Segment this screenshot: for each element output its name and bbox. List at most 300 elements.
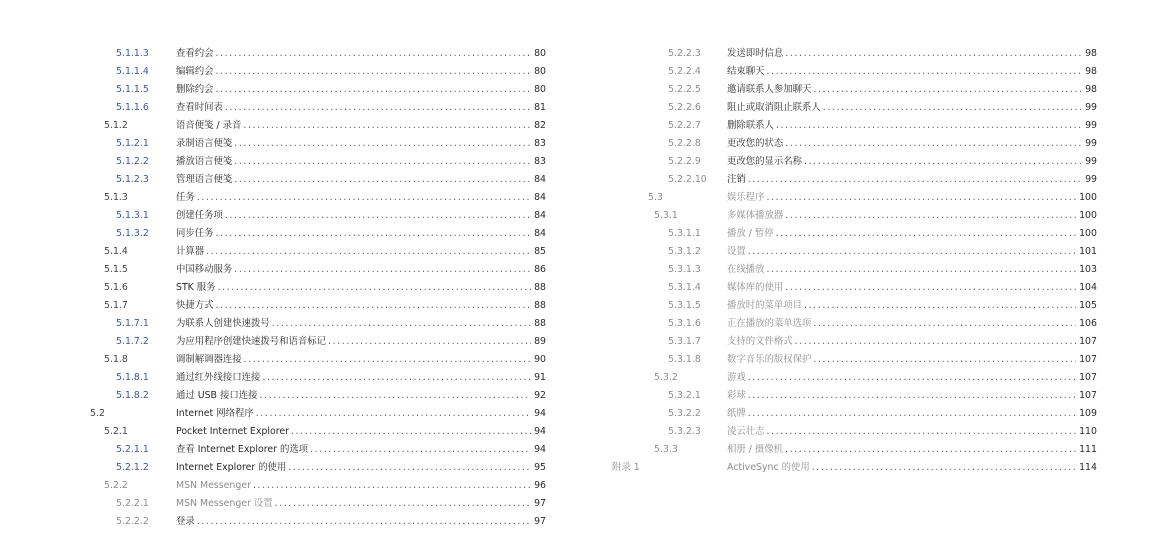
toc-leader-dots <box>767 261 1077 279</box>
toc-entry-title: 支持的文件格式 <box>727 333 795 351</box>
toc-entry-title: 调制解调器连接 <box>176 351 244 369</box>
toc-leader-dots <box>234 261 531 279</box>
toc-entry-title: MSN Messenger <box>176 477 253 495</box>
toc-entry-page: 84 <box>531 225 546 243</box>
toc-entry-line <box>176 99 546 117</box>
toc-entry-line <box>727 441 1097 459</box>
toc-entry-page: 95 <box>531 459 546 477</box>
toc-entry-line <box>176 513 546 531</box>
toc-leader-dots <box>291 423 531 441</box>
toc-entry <box>612 387 1097 405</box>
toc-entry-number: 5.2.1 <box>104 426 128 437</box>
toc-leader-dots <box>225 99 531 117</box>
toc-entry-title: 结束聊天 <box>727 63 767 81</box>
toc-entry <box>612 45 1097 63</box>
toc-entry-title: 为联系人创建快速拨号 <box>176 315 272 333</box>
toc-entry-line <box>727 315 1097 333</box>
toc-leader-dots <box>767 63 1083 81</box>
toc-entry-page: 83 <box>531 153 546 171</box>
toc-leader-dots <box>748 387 1076 405</box>
toc-entry-number: 5.1.1.5 <box>116 84 149 95</box>
toc-entry <box>84 279 546 297</box>
toc-entry-page: 83 <box>531 135 546 153</box>
toc-entry-title: 通过 USB 接口连接 <box>176 387 259 405</box>
toc-entry-line <box>727 63 1097 81</box>
toc-entry-line <box>176 315 546 333</box>
toc-entry-page: 96 <box>531 477 546 495</box>
toc-entry-page: 99 <box>1082 135 1097 153</box>
toc-leader-dots <box>748 243 1076 261</box>
toc-leader-dots <box>197 513 531 531</box>
toc-entry-line <box>176 81 546 99</box>
toc-entry-title: 查看时间表 <box>176 99 225 117</box>
toc-entry-number: 5.1.8 <box>104 354 128 365</box>
toc-entry-title: 设置 <box>727 243 748 261</box>
toc-entry-line <box>176 171 546 189</box>
toc-leader-dots <box>328 333 531 351</box>
toc-entry <box>612 153 1097 171</box>
toc-entry-line <box>176 189 546 207</box>
toc-entry-number: 5.2.2.1 <box>116 498 149 509</box>
toc-entry-number: 5.1.6 <box>104 282 128 293</box>
toc-entry-number: 5.2.2 <box>104 480 128 491</box>
toc-entry-page: 99 <box>1082 171 1097 189</box>
toc-entry-number: 5.2 <box>90 408 105 419</box>
toc-entry <box>84 45 546 63</box>
toc-entry-line <box>727 459 1097 477</box>
toc-entry-number: 5.1.3.2 <box>116 228 149 239</box>
toc-entry-number: 5.2.1.2 <box>116 462 149 473</box>
toc-entry-line <box>727 369 1097 387</box>
toc-entry-title: 任务 <box>176 189 197 207</box>
toc-leader-dots <box>812 459 1076 477</box>
toc-entry-title: 查看约会 <box>176 45 216 63</box>
toc-entry <box>612 225 1097 243</box>
toc-entry-number: 附录 1 <box>612 462 640 473</box>
toc-entry <box>84 441 546 459</box>
toc-entry-line <box>176 387 546 405</box>
toc-entry-number: 5.1.2 <box>104 120 128 131</box>
toc-entry-page: 80 <box>531 63 546 81</box>
toc-leader-dots <box>216 81 532 99</box>
toc-leader-dots <box>748 369 1076 387</box>
toc-entry-line <box>727 261 1097 279</box>
toc-leader-dots <box>244 351 531 369</box>
toc-entry-number: 5.3.2.3 <box>668 426 701 437</box>
toc-entry-number: 5.3.1 <box>654 210 678 221</box>
toc-entry-title: 娱乐程序 <box>727 189 767 207</box>
toc-entry-page: 80 <box>531 81 546 99</box>
toc-entry-line <box>727 405 1097 423</box>
toc-entry-number: 5.3.2.1 <box>668 390 701 401</box>
toc-entry <box>84 63 546 81</box>
toc-entry-line <box>176 153 546 171</box>
toc-leader-dots <box>262 369 531 387</box>
toc-entry <box>612 405 1097 423</box>
toc-entry <box>612 171 1097 189</box>
toc-entry-title: 彩球 <box>727 387 748 405</box>
toc-entry-number: 5.3.1.5 <box>668 300 701 311</box>
toc-entry-page: 90 <box>531 351 546 369</box>
toc-entry-title: 数字音乐的版权保护 <box>727 351 813 369</box>
toc-entry <box>84 99 546 117</box>
toc-entry <box>84 171 546 189</box>
toc-leader-dots <box>197 189 531 207</box>
toc-entry-title: 编辑约会 <box>176 63 216 81</box>
toc-entry-page: 107 <box>1076 369 1097 387</box>
toc-entry-page: 107 <box>1076 333 1097 351</box>
toc-entry-title: Internet Explorer 的使用 <box>176 459 288 477</box>
toc-entry-title: 录制语言便笺 <box>176 135 234 153</box>
toc-leader-dots <box>218 279 532 297</box>
toc-entry-line <box>176 423 546 441</box>
toc-entry <box>612 81 1097 99</box>
toc-entry-page: 101 <box>1076 243 1097 261</box>
toc-leader-dots <box>785 441 1076 459</box>
toc-entry-page: 94 <box>531 441 546 459</box>
toc-entry-title: ActiveSync 的使用 <box>727 459 812 477</box>
toc-leader-dots <box>785 279 1076 297</box>
toc-entry-title: 播放 / 暂停 <box>727 225 776 243</box>
toc-entry <box>612 279 1097 297</box>
toc-entry-page: 92 <box>531 387 546 405</box>
toc-entry <box>612 459 1097 477</box>
toc-entry-page: 84 <box>531 171 546 189</box>
toc-entry-line <box>727 423 1097 441</box>
toc-leader-dots <box>216 45 532 63</box>
toc-entry <box>84 369 546 387</box>
toc-entry <box>84 495 546 513</box>
toc-entry <box>84 297 546 315</box>
toc-entry-title: 更改您的状态 <box>727 135 785 153</box>
toc-entry-page: 85 <box>531 243 546 261</box>
toc-entry-line <box>176 117 546 135</box>
toc-entry-page: 94 <box>531 423 546 441</box>
toc-entry-title: 凌云壮志 <box>727 423 767 441</box>
toc-entry-line <box>727 153 1097 171</box>
toc-entry-number: 5.3.1.4 <box>668 282 701 293</box>
toc-entry <box>84 351 546 369</box>
toc-entry-page: 114 <box>1076 459 1097 477</box>
toc-entry-page: 99 <box>1082 99 1097 117</box>
toc-entry-number: 5.1.3 <box>104 192 128 203</box>
toc-entry <box>84 243 546 261</box>
toc-entry-line <box>176 207 546 225</box>
toc-entry-line <box>176 261 546 279</box>
toc-entry-number: 5.1.3.1 <box>116 210 149 221</box>
toc-entry <box>84 405 546 423</box>
toc-leader-dots <box>767 189 1077 207</box>
toc-leader-dots <box>275 495 531 513</box>
toc-entry-title: 注销 <box>727 171 748 189</box>
toc-entry-line <box>176 333 546 351</box>
toc-entry-number: 5.2.2.8 <box>668 138 701 149</box>
toc-entry-page: 84 <box>531 207 546 225</box>
toc-leader-dots <box>234 135 531 153</box>
toc-entry <box>84 135 546 153</box>
toc-entry-page: 88 <box>531 297 546 315</box>
toc-entry-page: 104 <box>1076 279 1097 297</box>
toc-entry-line <box>727 297 1097 315</box>
toc-leader-dots <box>823 99 1082 117</box>
toc-entry-line <box>176 243 546 261</box>
toc-entry-title: STK 服务 <box>176 279 218 297</box>
toc-entry-line <box>176 135 546 153</box>
toc-entry-page: 100 <box>1076 225 1097 243</box>
toc-entry-number: 5.3.3 <box>654 444 678 455</box>
toc-entry-title: 正在播放的菜单选项 <box>727 315 813 333</box>
toc-entry-title: 阻止或取消阻止联系人 <box>727 99 823 117</box>
toc-entry-number: 5.3.1.7 <box>668 336 701 347</box>
toc-entry-title: 多媒体播放器 <box>727 207 785 225</box>
toc-entry-number: 5.3.1.2 <box>668 246 701 257</box>
toc-entry <box>612 261 1097 279</box>
toc-entry <box>84 225 546 243</box>
toc-entry-number: 5.1.1.3 <box>116 48 149 59</box>
toc-leader-dots <box>776 225 1076 243</box>
toc-entry-page: 111 <box>1076 441 1097 459</box>
toc-entry-number: 5.2.2.5 <box>668 84 701 95</box>
toc-entry-title: 删除联系人 <box>727 117 776 135</box>
toc-entry-title: 创建任务项 <box>176 207 225 225</box>
toc-entry <box>612 207 1097 225</box>
toc-entry-number: 5.3.1.3 <box>668 264 701 275</box>
toc-entry-page: 98 <box>1082 81 1097 99</box>
toc-entry-title: 邀请联系人参加聊天 <box>727 81 813 99</box>
toc-entry <box>84 207 546 225</box>
toc-entry-title: Pocket Internet Explorer <box>176 423 291 441</box>
toc-entry-number: 5.2.2.9 <box>668 156 701 167</box>
toc-entry <box>612 189 1097 207</box>
toc-entry <box>612 351 1097 369</box>
toc-entry-page: 99 <box>1082 117 1097 135</box>
toc-entry <box>84 513 546 531</box>
toc-leader-dots <box>785 45 1082 63</box>
toc-leader-dots <box>310 441 531 459</box>
toc-leader-dots <box>748 171 1082 189</box>
toc-entry-page: 109 <box>1076 405 1097 423</box>
toc-entry-title: MSN Messenger 设置 <box>176 495 275 513</box>
toc-entry-line <box>727 81 1097 99</box>
toc-entry <box>84 459 546 477</box>
toc-entry-number: 5.3.1.6 <box>668 318 701 329</box>
toc-entry-title: 快捷方式 <box>176 297 216 315</box>
toc-entry <box>612 369 1097 387</box>
toc-entry <box>84 189 546 207</box>
toc-entry-line <box>176 495 546 513</box>
toc-entry-page: 99 <box>1082 153 1097 171</box>
toc-entry-title: 通过红外线接口连接 <box>176 369 262 387</box>
toc-leader-dots <box>288 459 531 477</box>
toc-leader-dots <box>813 351 1076 369</box>
toc-entry <box>612 135 1097 153</box>
toc-entry-number: 5.1.1.4 <box>116 66 149 77</box>
toc-entry-title: 删除约会 <box>176 81 216 99</box>
toc-entry-line <box>727 243 1097 261</box>
toc-entry-page: 89 <box>531 333 546 351</box>
toc-leader-dots <box>234 153 531 171</box>
toc-entry-title: 媒体库的使用 <box>727 279 785 297</box>
toc-entry-page: 80 <box>531 45 546 63</box>
toc-leader-dots <box>804 297 1076 315</box>
toc-entry-line <box>727 351 1097 369</box>
toc-entry <box>612 297 1097 315</box>
toc-entry <box>612 441 1097 459</box>
toc-entry-page: 97 <box>531 495 546 513</box>
toc-entry-line <box>727 171 1097 189</box>
toc-entry-page: 97 <box>531 513 546 531</box>
toc-entry-number: 5.1.8.1 <box>116 372 149 383</box>
toc-entry-page: 107 <box>1076 387 1097 405</box>
toc-entry-line <box>176 459 546 477</box>
toc-entry-line <box>727 189 1097 207</box>
toc-entry-title: 中国移动服务 <box>176 261 234 279</box>
toc-entry-title: 游戏 <box>727 369 748 387</box>
toc-entry-page: 100 <box>1076 189 1097 207</box>
toc-entry-line <box>176 477 546 495</box>
toc-entry-line <box>727 135 1097 153</box>
toc-entry-number: 5.1.7 <box>104 300 128 311</box>
toc-leader-dots <box>748 405 1076 423</box>
toc-entry-line <box>727 387 1097 405</box>
toc-entry-title: 同步任务 <box>176 225 216 243</box>
toc-entry-number: 5.2.1.1 <box>116 444 149 455</box>
toc-entry-page: 107 <box>1076 351 1097 369</box>
toc-leader-dots <box>804 153 1082 171</box>
toc-entry-number: 5.1.7.1 <box>116 318 149 329</box>
toc-leader-dots <box>785 207 1076 225</box>
toc-entry-title: 登录 <box>176 513 197 531</box>
toc-leader-dots <box>243 117 531 135</box>
toc-entry-title: 发送即时信息 <box>727 45 785 63</box>
toc-entry-page: 81 <box>531 99 546 117</box>
toc-entry-page: 106 <box>1076 315 1097 333</box>
toc-entry <box>612 63 1097 81</box>
toc-entry <box>612 243 1097 261</box>
toc-entry-number: 5.3.1.1 <box>668 228 701 239</box>
toc-entry-number: 5.3 <box>648 192 663 203</box>
toc-entry-number: 5.3.2 <box>654 372 678 383</box>
toc-entry-line <box>727 225 1097 243</box>
toc-leader-dots <box>767 423 1077 441</box>
toc-entry-number: 5.1.4 <box>104 246 128 257</box>
toc-entry-line <box>727 99 1097 117</box>
toc-entry-line <box>727 207 1097 225</box>
toc-leader-dots <box>813 81 1082 99</box>
toc-entry-line <box>176 225 546 243</box>
toc-entry-line <box>176 441 546 459</box>
toc-entry-line <box>176 297 546 315</box>
toc-entry-page: 88 <box>531 315 546 333</box>
toc-entry-title: Internet 网络程序 <box>176 405 256 423</box>
toc-leader-dots <box>216 297 532 315</box>
toc-entry <box>612 423 1097 441</box>
toc-leader-dots <box>272 315 531 333</box>
toc-entry-number: 5.2.2.7 <box>668 120 701 131</box>
toc-entry-line <box>176 369 546 387</box>
toc-entry-number: 5.3.1.8 <box>668 354 701 365</box>
toc-entry <box>84 261 546 279</box>
toc-entry-number: 5.1.2.1 <box>116 138 149 149</box>
toc-entry-line <box>727 279 1097 297</box>
toc-entry-page: 94 <box>531 405 546 423</box>
toc-leader-dots <box>256 405 531 423</box>
toc-entry-number: 5.2.2.6 <box>668 102 701 113</box>
toc-entry-number: 5.3.2.2 <box>668 408 701 419</box>
toc-leader-dots <box>253 477 531 495</box>
toc-entry-number: 5.2.2.10 <box>668 174 707 185</box>
toc-entry-line <box>176 351 546 369</box>
toc-entry-page: 103 <box>1076 261 1097 279</box>
toc-entry <box>84 315 546 333</box>
toc-entry-page: 82 <box>531 117 546 135</box>
toc-entry-number: 5.1.2.2 <box>116 156 149 167</box>
toc-entry-line <box>176 45 546 63</box>
toc-entry <box>84 333 546 351</box>
toc-entry-number: 5.2.2.4 <box>668 66 701 77</box>
toc-leader-dots <box>776 117 1082 135</box>
toc-entry <box>84 423 546 441</box>
toc-entry <box>612 333 1097 351</box>
toc-entry-page: 98 <box>1082 45 1097 63</box>
toc-entry <box>84 387 546 405</box>
toc-entry <box>84 153 546 171</box>
toc-entry-line <box>727 45 1097 63</box>
toc-entry-page: 105 <box>1076 297 1097 315</box>
toc-left-column <box>84 45 546 531</box>
toc-entry <box>84 117 546 135</box>
toc-entry-line <box>727 333 1097 351</box>
toc-leader-dots <box>813 315 1076 333</box>
toc-entry-page: 98 <box>1082 63 1097 81</box>
toc-entry-page: 84 <box>531 189 546 207</box>
toc-entry-page: 100 <box>1076 207 1097 225</box>
toc-entry-number: 5.2.2.2 <box>116 516 149 527</box>
toc-entry-title: 播放语言便笺 <box>176 153 234 171</box>
toc-entry-page: 91 <box>531 369 546 387</box>
toc-entry <box>84 81 546 99</box>
toc-leader-dots <box>206 243 531 261</box>
toc-leader-dots <box>795 333 1076 351</box>
toc-entry-title: 播放时的菜单项目 <box>727 297 804 315</box>
toc-entry-number: 5.1.2.3 <box>116 174 149 185</box>
toc-leader-dots <box>216 63 532 81</box>
toc-entry-title: 查看 Internet Explorer 的选项 <box>176 441 310 459</box>
toc-entry-title: 计算器 <box>176 243 206 261</box>
toc-entry-line <box>176 279 546 297</box>
toc-entry-page: 88 <box>531 279 546 297</box>
toc-leader-dots <box>259 387 531 405</box>
toc-entry-title: 纸牌 <box>727 405 748 423</box>
toc-entry-title: 管理语言便笺 <box>176 171 234 189</box>
toc-leader-dots <box>785 135 1082 153</box>
toc-entry-line <box>727 117 1097 135</box>
toc-leader-dots <box>216 225 532 243</box>
toc-entry-line <box>176 405 546 423</box>
toc-entry-line <box>176 63 546 81</box>
toc-entry-title: 语音便笺 / 录音 <box>176 117 243 135</box>
toc-entry-page: 110 <box>1076 423 1097 441</box>
toc-entry-number: 5.1.8.2 <box>116 390 149 401</box>
toc-right-column <box>612 45 1097 477</box>
toc-entry <box>612 315 1097 333</box>
toc-leader-dots <box>225 207 531 225</box>
toc-entry-title: 更改您的显示名称 <box>727 153 804 171</box>
toc-entry-title: 为应用程序创建快速拨号和语音标记 <box>176 333 328 351</box>
toc-entry-title: 相册 / 摄像机 <box>727 441 785 459</box>
toc-entry <box>612 117 1097 135</box>
toc-entry-number: 5.1.7.2 <box>116 336 149 347</box>
